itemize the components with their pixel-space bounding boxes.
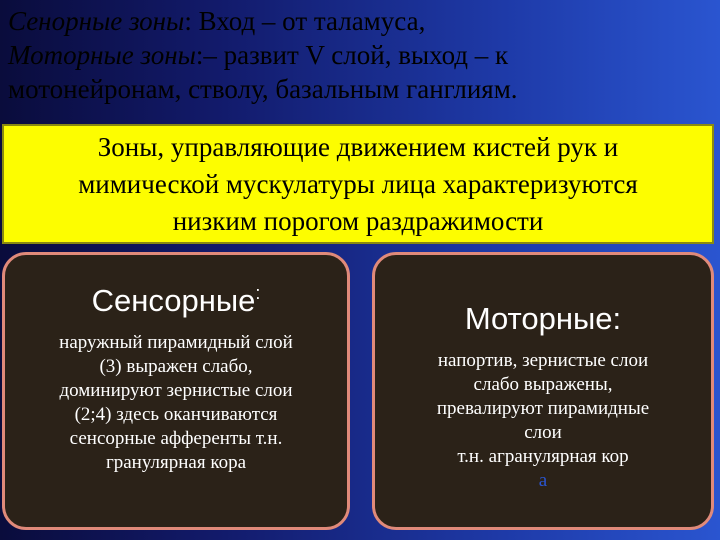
- highlight-line-1: Зоны, управляющие движением кистей рук и: [97, 131, 619, 162]
- motor-line: напортив, зернистые слои: [437, 350, 649, 371]
- header-line-2: [8, 38, 712, 72]
- sensory-line: гранулярная кора: [105, 452, 247, 473]
- sensory-title-text: Сенсорные: [91, 283, 256, 318]
- sensory-title-colon: :: [255, 283, 261, 303]
- header-line-1: [8, 4, 712, 38]
- highlight-line-2: мимической мускулатуры лица характеризуются: [78, 168, 638, 199]
- header-line-2-text: :– развит V слой, выход – к: [195, 40, 509, 70]
- motor-description: [389, 349, 697, 493]
- motor-line: превалируют пирамидные: [436, 398, 650, 419]
- motor-last-char: а: [538, 470, 548, 491]
- highlight-text: [18, 129, 698, 240]
- motor-line: слабо выражены,: [473, 374, 613, 395]
- sensory-card: [2, 252, 350, 530]
- motor-line: слои: [524, 422, 562, 443]
- highlight-line-3: низким порогом раздражимости: [172, 205, 544, 236]
- sensory-line: доминируют зернистые слои: [59, 380, 293, 401]
- motor-line-last-text: т.н. агранулярная кор: [457, 446, 629, 467]
- sensory-line: сенсорные афференты т.н.: [69, 428, 283, 449]
- header-text: [8, 4, 712, 106]
- sensory-line: (3) выражен слабо,: [99, 356, 253, 377]
- sensory-description: [19, 331, 333, 475]
- header-line-1-text: : Вход – от таламуса,: [184, 6, 426, 36]
- highlight-box: [2, 124, 714, 244]
- motor-line-last: [389, 445, 697, 493]
- header-line-3: мотонейронам, стволу, базальным ганглиям.: [8, 74, 518, 104]
- motor-title: Моторные:: [464, 301, 622, 336]
- sensory-line: наружный пирамидный слой: [59, 332, 293, 353]
- sensory-line: (2;4) здесь оканчиваются: [74, 404, 278, 425]
- sensory-title: [5, 283, 347, 319]
- motor-card: [372, 252, 714, 530]
- motor-zones-term: Моторные зоны: [8, 40, 196, 70]
- sensory-zones-term: Сенорные зоны: [8, 6, 185, 36]
